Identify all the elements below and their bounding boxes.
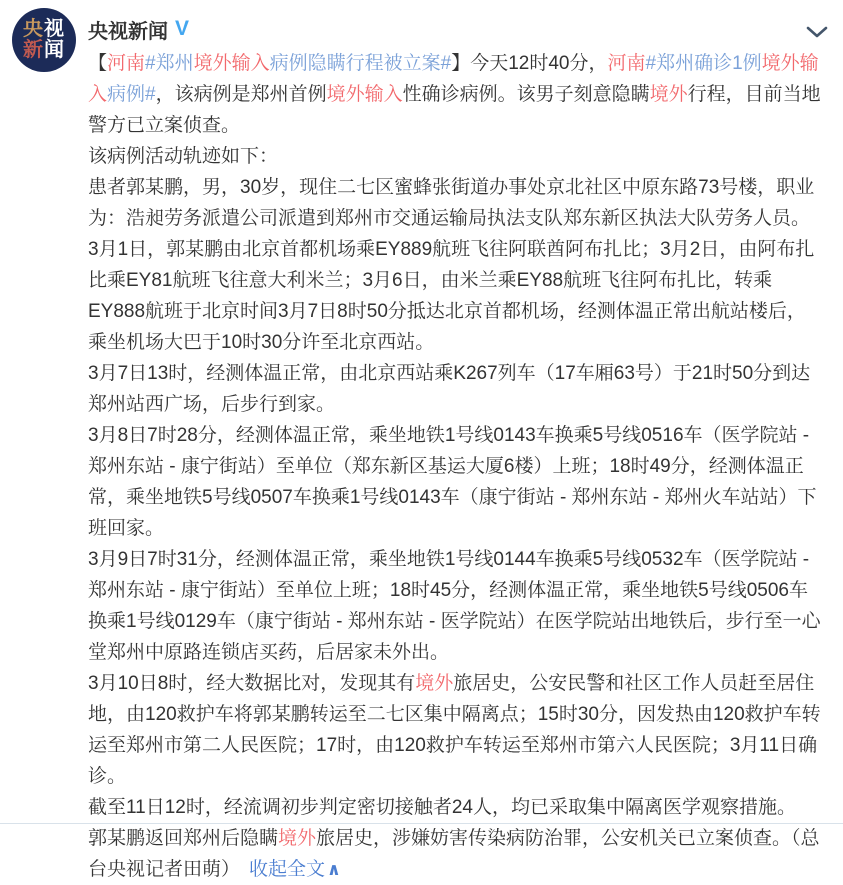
post-paragraph	[88, 141, 823, 172]
body-text: 该病例活动轨迹如下：	[88, 146, 279, 167]
avatar[interactable]	[12, 8, 76, 72]
body-text: ，该病例是郑州首例	[155, 84, 327, 105]
post-paragraph	[88, 358, 823, 420]
chevron-up-icon[interactable]: ∧	[327, 860, 341, 879]
body-text: 3月1日，郭某鹏由北京首都机场乘EY889航班飞往阿联酋阿布扎比；3月2日，由阿布扎比乘EY81航班飞往意大利米兰；3月6日，由米兰乘EY88航班飞往阿布扎比，转乘EY888航班于北京时间3月7日8时50分抵达北京首都机场，经测体温正常出航站楼后，乘坐机场大巴于10时30分许至北京西站。	[88, 239, 815, 353]
topic-link[interactable]: 病例隐瞒行程被立案#	[269, 53, 452, 74]
verified-badge-icon: V	[175, 17, 190, 40]
collapse-text-link[interactable]: 收起全文	[249, 859, 326, 880]
post-paragraph	[88, 48, 823, 141]
body-text: 截至11日12时，经流调初步判定密切接触者24人，均已采取集中隔离医学观察措施。	[88, 797, 796, 818]
avatar-char: 新	[23, 39, 44, 61]
post-body	[88, 48, 823, 885]
account-name[interactable]: 央视新闻	[88, 20, 168, 43]
topic-link[interactable]: #郑州	[145, 53, 194, 74]
post-content	[88, 0, 823, 885]
body-text: 郭某鹏返回郑州后隐瞒	[88, 828, 279, 849]
body-text: 性确诊病例。该男子刻意隐瞒	[402, 84, 650, 105]
body-text: 患者郭某鹏，男，30岁，现住二七区蜜蜂张街道办事处京北社区中原东路73号楼，职业为：浩昶劳务派遣公司派遣到郑州市交通运输局执法支队郑东新区执法大队劳务人员。	[88, 177, 815, 229]
highlight-text: 境外	[415, 673, 454, 694]
chevron-down-icon[interactable]	[805, 24, 829, 40]
avatar-char: 视	[44, 18, 65, 40]
body-text: 3月7日13时，经测体温正常，由北京西站乘K267列车（17车厢63号）于21时50分到达郑州站西广场，后步行到家。	[88, 363, 811, 415]
highlight-text: 河南	[607, 53, 646, 74]
topic-link[interactable]: #郑州确诊1例	[645, 53, 762, 74]
avatar-text	[23, 19, 65, 40]
post-paragraph	[88, 172, 823, 234]
highlight-text: 境外输入	[193, 53, 270, 74]
highlight-text: 境外	[278, 828, 317, 849]
post-paragraph	[88, 668, 823, 792]
avatar-text	[23, 40, 65, 61]
body-text: 旅居史，涉嫌妨害传染病防治罪，公安机关已立案侦查。（总台央视记者田萌）	[88, 828, 820, 880]
body-text: 3月9日7时31分，经测体温正常，乘坐地铁1号线0144车换乘5号线0532车（医学院站 - 郑州东站 - 康宁街站）至单位上班；18时45分，经测体温正常，乘坐地铁5号线0506车换乘1号线0129车（康宁街站 - 郑州东站 - 医学院站）在医学院站出地铁后，步行至一心堂郑州中原路连锁店买药，后居家未外出。	[88, 549, 821, 663]
post-paragraph	[88, 544, 823, 668]
post-paragraph	[88, 823, 823, 885]
body-text: 3月10日8时，经大数据比对，发现其有	[88, 673, 416, 694]
account-header	[88, 14, 823, 44]
post-paragraph	[88, 234, 823, 358]
body-text: 【	[88, 53, 108, 74]
highlight-text: 境外输入	[88, 53, 819, 105]
post-paragraph	[88, 420, 823, 544]
avatar-char: 闻	[44, 39, 65, 61]
body-text: 旅居史，公安民警和社区工作人员赶至居住地，由120救护车将郭某鹏转运至二七区集中隔离点；15时30分，因发热由120救护车转运至郑州市第二人民医院；17时，由120救护车转运至郑州市第六人民医院；3月11日确诊。	[88, 673, 821, 787]
topic-link[interactable]: 病例#	[107, 84, 156, 105]
highlight-text: 境外	[649, 84, 688, 105]
bottom-divider	[0, 823, 843, 824]
highlight-text: 河南	[107, 53, 146, 74]
body-text: 3月8日7时28分，经测体温正常，乘坐地铁1号线0143车换乘5号线0516车（医学院站 - 郑州东站 - 康宁街站）至单位（郑东新区基运大厦6楼）上班；18时49分，经测体温正常，乘坐地铁5号线0507车换乘1号线0143车（康宁街站 - 郑州东站 - 郑州火车站站）下班回家。	[88, 425, 817, 539]
avatar-char: 央	[23, 18, 44, 40]
body-text: 行程，目前当地警方已立案侦查。	[88, 84, 821, 136]
post-paragraph	[88, 792, 823, 823]
body-text: 】今天12时40分，	[451, 53, 608, 74]
highlight-text: 境外输入	[326, 84, 403, 105]
